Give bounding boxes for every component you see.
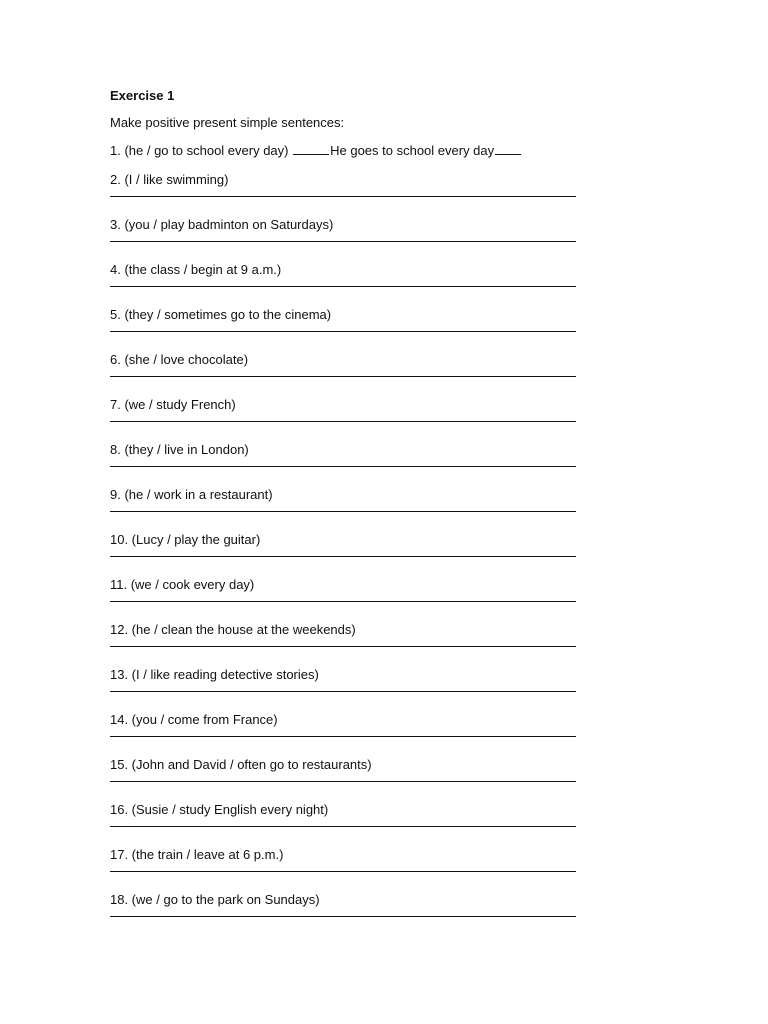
- item-prompt: 4. (the class / begin at 9 a.m.): [110, 262, 282, 277]
- answer-line[interactable]: [110, 916, 576, 917]
- item-prompt: 5. (they / sometimes go to the cinema): [110, 307, 332, 322]
- item-prompt: 17. (the train / leave at 6 p.m.): [110, 847, 284, 862]
- item-prompt: 12. (he / clean the house at the weekends): [110, 622, 356, 637]
- answer-line[interactable]: [110, 421, 576, 422]
- exercise-title: Exercise 1: [110, 88, 175, 103]
- example-answer: He goes to school every day: [330, 143, 495, 158]
- exercise-item: [110, 891, 576, 927]
- answer-line[interactable]: [110, 286, 576, 287]
- answer-line[interactable]: [110, 601, 576, 602]
- answer-line[interactable]: [110, 196, 576, 197]
- item-prompt: 3. (you / play badminton on Saturdays): [110, 217, 334, 232]
- example-blank-lead: [293, 142, 329, 155]
- answer-line[interactable]: [110, 376, 576, 377]
- item-prompt: 14. (you / come from France): [110, 712, 278, 727]
- item-prompt: 13. (I / like reading detective stories): [110, 667, 319, 682]
- example-item: [110, 142, 521, 160]
- answer-line[interactable]: [110, 871, 576, 872]
- answer-line[interactable]: [110, 466, 576, 467]
- answer-line[interactable]: [110, 556, 576, 557]
- item-prompt: 6. (she / love chocolate): [110, 352, 249, 367]
- exercise-item: [110, 756, 576, 792]
- item-prompt: 7. (we / study French): [110, 397, 236, 412]
- answer-line[interactable]: [110, 826, 576, 827]
- exercise-item: [110, 576, 576, 612]
- answer-line[interactable]: [110, 511, 576, 512]
- item-prompt: 10. (Lucy / play the guitar): [110, 532, 261, 547]
- exercise-item: [110, 171, 576, 207]
- exercise-item: [110, 486, 576, 522]
- exercise-item: [110, 261, 576, 297]
- exercise-item: [110, 396, 576, 432]
- item-prompt: 15. (John and David / often go to restaurants): [110, 757, 372, 772]
- item-prompt: 2. (I / like swimming): [110, 172, 229, 187]
- answer-line[interactable]: [110, 691, 576, 692]
- item-prompt: 18. (we / go to the park on Sundays): [110, 892, 320, 907]
- exercise-item: [110, 801, 576, 837]
- answer-line[interactable]: [110, 781, 576, 782]
- exercise-item: [110, 441, 576, 477]
- exercise-item: [110, 621, 576, 657]
- answer-line[interactable]: [110, 241, 576, 242]
- answer-line[interactable]: [110, 736, 576, 737]
- item-prompt: 9. (he / work in a restaurant): [110, 487, 273, 502]
- example-prompt: 1. (he / go to school every day): [110, 143, 289, 158]
- exercise-item: [110, 846, 576, 882]
- item-prompt: 16. (Susie / study English every night): [110, 802, 329, 817]
- exercise-instruction: Make positive present simple sentences:: [110, 115, 345, 130]
- exercise-item: [110, 351, 576, 387]
- answer-line[interactable]: [110, 331, 576, 332]
- exercise-item: [110, 666, 576, 702]
- item-prompt: 11. (we / cook every day): [110, 577, 255, 592]
- exercise-item: [110, 216, 576, 252]
- item-prompt: 8. (they / live in London): [110, 442, 249, 457]
- example-blank-tail: [495, 142, 521, 155]
- exercise-item: [110, 306, 576, 342]
- exercise-item: [110, 711, 576, 747]
- answer-line[interactable]: [110, 646, 576, 647]
- exercise-item: [110, 531, 576, 567]
